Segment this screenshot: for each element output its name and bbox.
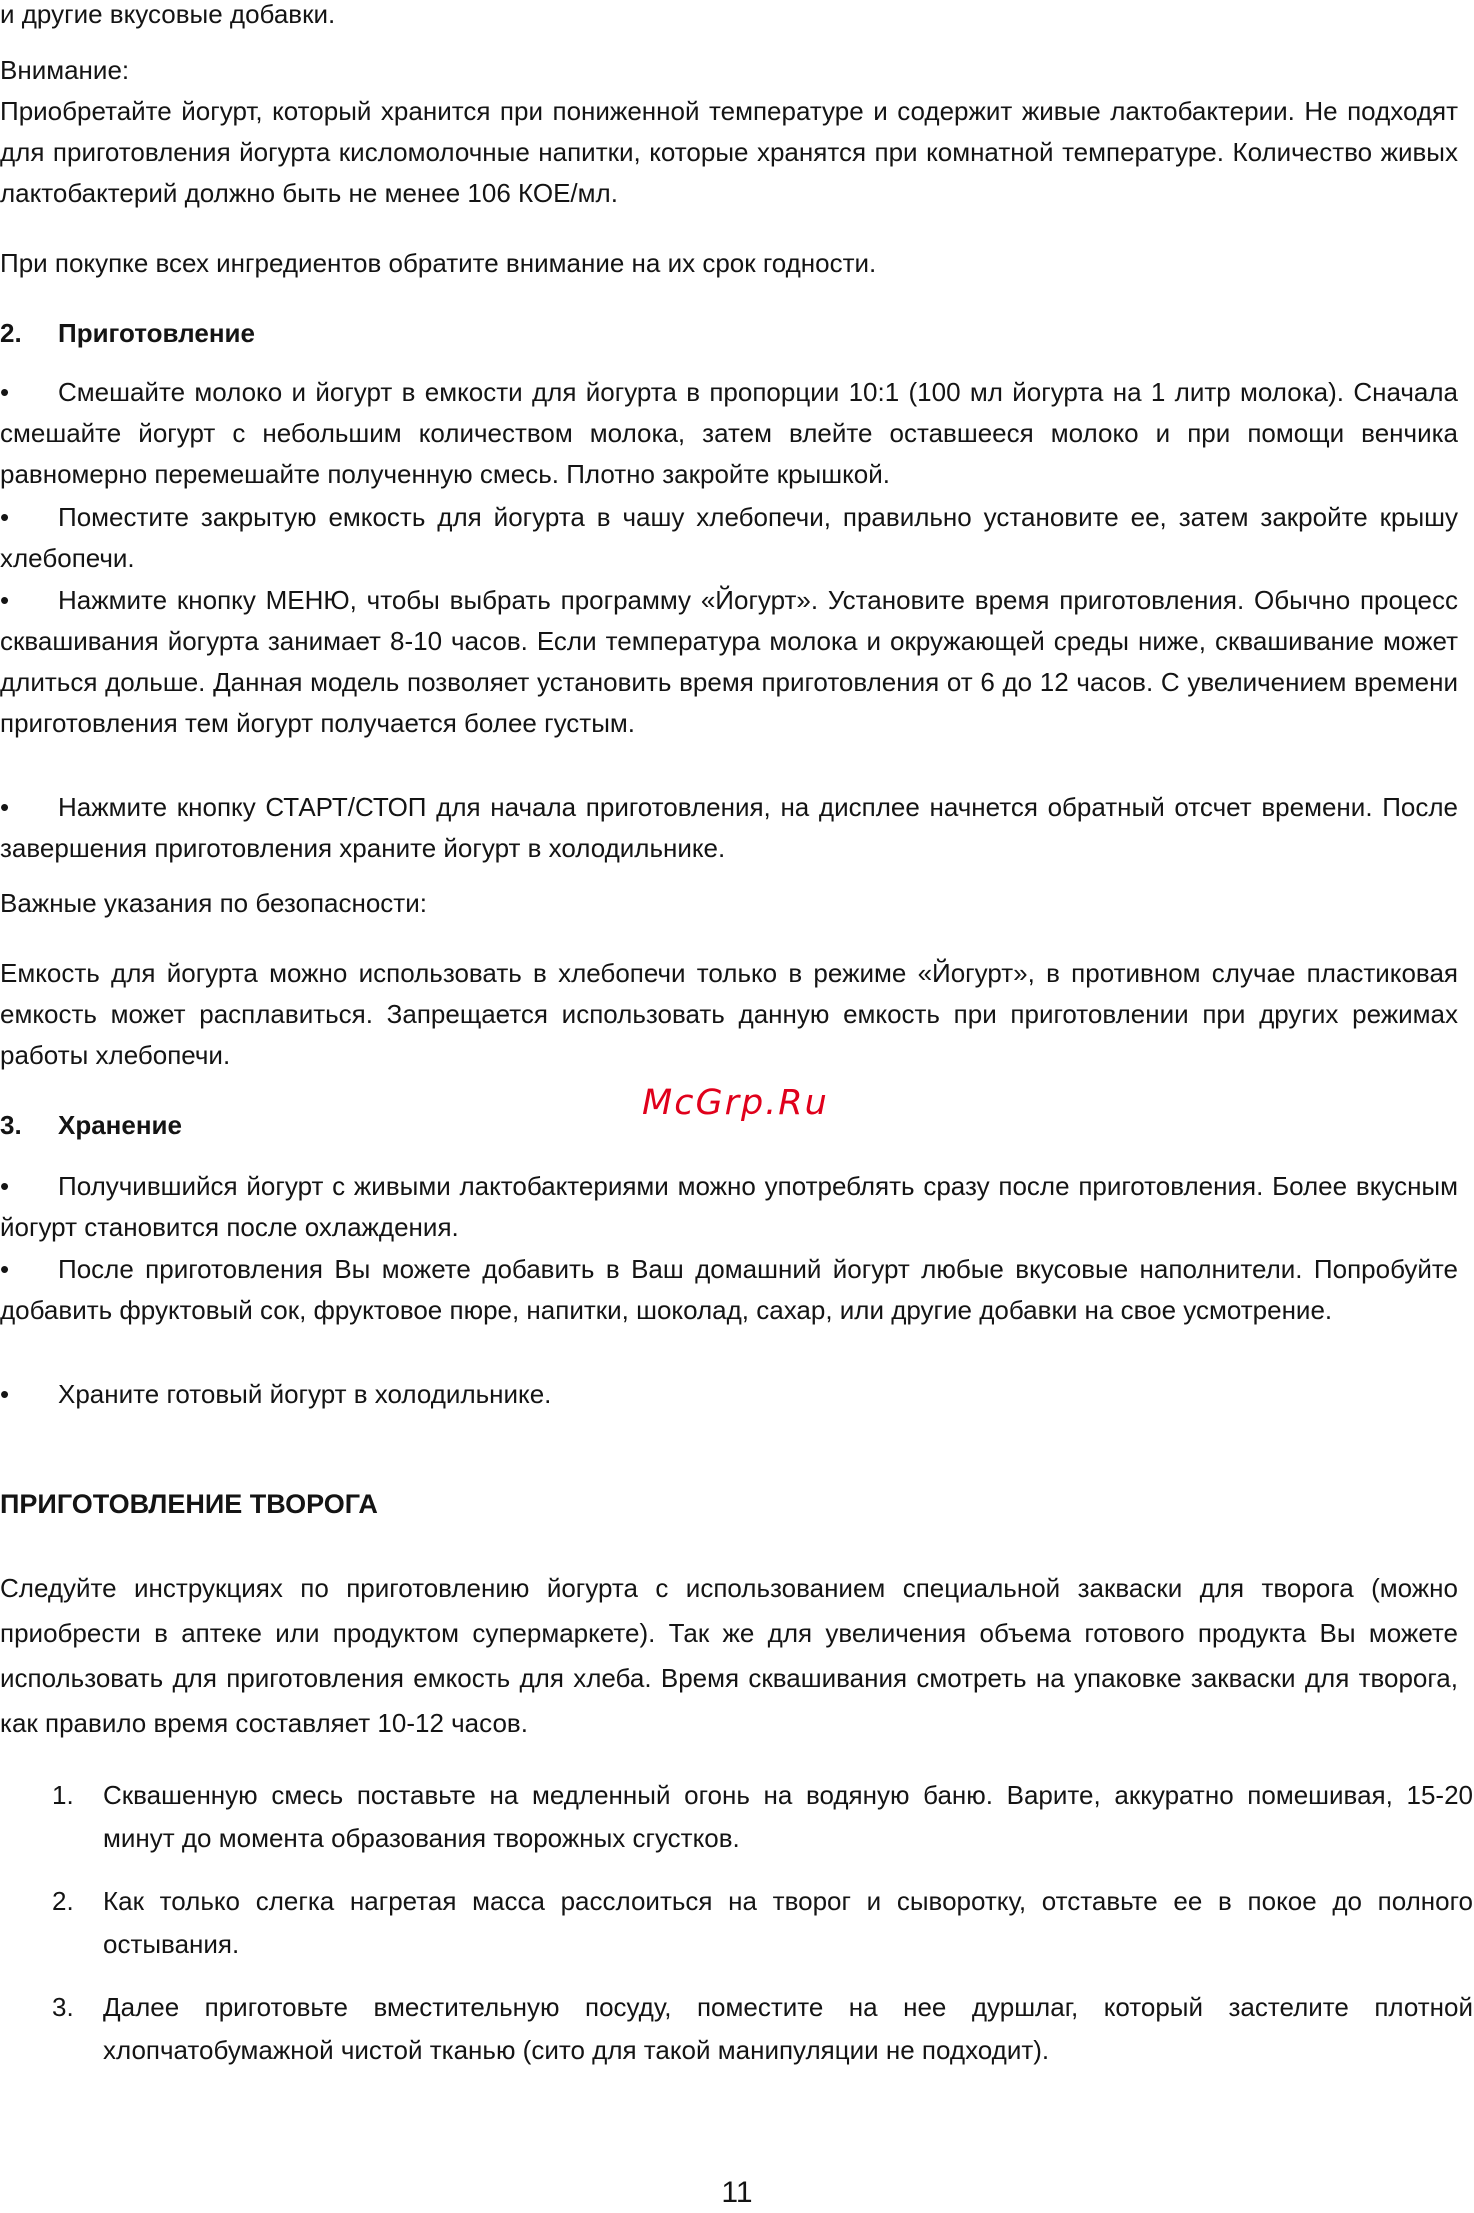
bullet-icon [0,1249,58,1290]
list-item [52,1880,1473,1966]
safety-label: Важные указания по безопасности: [0,888,427,918]
page-number: 11 [721,2176,753,2209]
bullet-text: После приготовления Вы можете добавить в Ваш домашний йогурт любые вкусовые наполнители. Попробуйте добавить фруктовый сок, фруктовое пюре, напитки, шоколад, сахар, или другие добавки на свое усмотрение. [0,1254,1458,1325]
list-item [52,1986,1473,2072]
section-3-number: 3. [0,1110,22,1140]
list-item [0,1249,1458,1331]
bullet-text: Смешайте молоко и йогурт в емкости для йогурта в пропорции 10:1 (100 мл йогурта на 1 литр молока). Сначала смешайте йогурт с небольшим количеством молока, затем влейте оставшееся молоко и при помощи венчика равномерно перемешайте полученную смесь. Плотно закройте крышкой. [0,377,1458,489]
bullet-text: Получившийся йогурт с живыми лактобактериями можно употреблять сразу после приготовления. Более вкусным йогурт становится после охлаждения. [0,1171,1458,1242]
step-number: 3. [52,1992,74,2022]
bullet-text: Храните готовый йогурт в холодильнике. [58,1379,552,1409]
paragraph-intro-tail: и другие вкусовые добавки. [0,0,336,29]
step-text: Сквашенную смесь поставьте на медленный огонь на водяную баню. Варите, аккуратно помешивая, 15-20 минут до момента образования творожных сгустков. [103,1780,1473,1853]
bullet-icon [0,372,58,413]
bullet-icon [0,497,58,538]
curd-steps-list [52,1774,1473,2072]
step-number: 1. [52,1780,74,1810]
bullet-icon [0,1166,58,1207]
curd-intro: Следуйте инструкциях по приготовлению йогурта с использованием специальной закваски для творога (можно приобрести в аптеке или продуктом супермаркете). Так же для увеличения объема готового продукта Вы можете использовать для приготовления емкость для хлеба. Время сквашивания смотреть на упаковке закваски для творога, как правило время составляет 10-12 часов. [0,1573,1458,1738]
bullet-text: Нажмите кнопку СТАРТ/СТОП для начала приготовления, на дисплее начнется обратный отсчет времени. После завершения приготовления храните йогурт в холодильнике. [0,792,1458,863]
section-2-number: 2. [0,318,22,348]
list-item [52,1774,1473,1860]
bullet-icon [0,787,58,828]
step-text: Далее приготовьте вместительную посуду, поместите на нее дуршлаг, который застелите плотной хлопчатобумажной чистой тканью (сито для такой манипуляции не подходит). [103,1992,1473,2065]
list-item [0,1374,1458,1415]
section-2-heading [0,313,1458,354]
step-text: Как только слегка нагретая масса расслоиться на творог и сыворотку, отставьте ее в покое до полного остывания. [103,1886,1473,1959]
bullet-text: Нажмите кнопку МЕНЮ, чтобы выбрать программу «Йогурт». Установите время приготовления. Обычно процесс сквашивания йогурта занимает 8-10 часов. Если температура молока и окружающей среды ниже, сквашивание может длиться дольше. Данная модель позволяет установить время приготовления от 6 до 12 часов. С увеличением времени приготовления тем йогурт получается более густым. [0,585,1458,738]
list-item [0,787,1458,869]
attention-text: Приобретайте йогурт, который хранится при пониженной температуре и содержит живые лактобактерии. Не подходят для приготовления йогурта кисломолочные напитки, которые хранятся при комнатной температуре. Количество живых лактобактерий должно быть не менее 106 КОЕ/мл. [0,96,1458,208]
safety-text: Емкость для йогурта можно использовать в хлебопечи только в режиме «Йогурт», в противном случае пластиковая емкость может расплавиться. Запрещается использовать данную емкость при приготовлении при других режимах работы хлебопечи. [0,958,1458,1070]
section-3-title: Хранение [58,1110,182,1140]
watermark: McGrp.Ru [642,1083,829,1123]
bullet-icon [0,1374,58,1415]
curd-section-title: ПРИГОТОВЛЕНИЕ ТВОРОГА [0,1489,378,1519]
list-item [0,580,1458,744]
expiry-text: При покупке всех ингредиентов обратите внимание на их срок годности. [0,248,877,278]
section-2-title: Приготовление [58,318,255,348]
list-item [0,1166,1458,1248]
list-item [0,497,1458,579]
attention-label: Внимание: [0,55,130,85]
list-item [0,372,1458,495]
bullet-icon [0,580,58,621]
bullet-text: Поместите закрытую емкость для йогурта в чашу хлебопечи, правильно установите ее, затем закройте крышу хлебопечи. [0,502,1458,573]
step-number: 2. [52,1886,74,1916]
section-3-heading [0,1105,1458,1146]
